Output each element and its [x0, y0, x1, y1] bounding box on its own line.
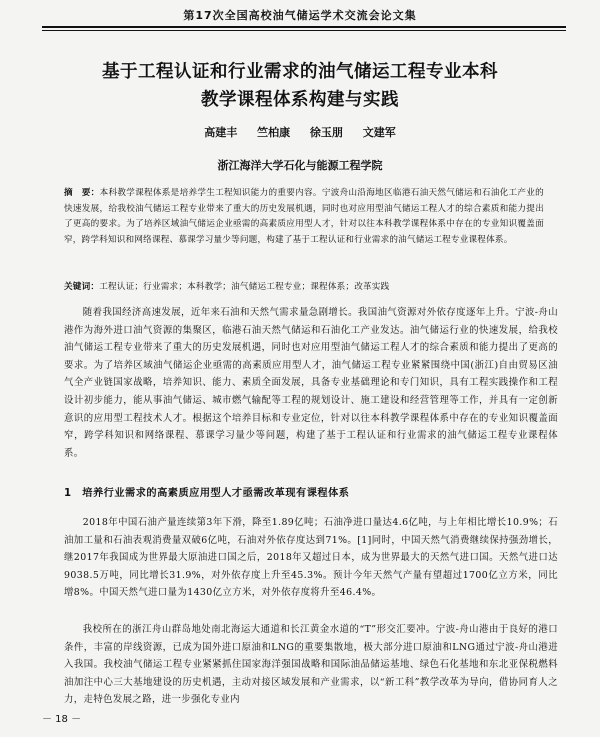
- header-rule-thin: [42, 30, 566, 31]
- keywords-label: 关键词：: [64, 282, 100, 292]
- page-number: － 18 －: [42, 714, 82, 725]
- abstract-text: 本科教学课程体系是培养学生工程知识能力的重要内容。宁波舟山沿海地区临港石油天然气储运和石油化工产业的快速发展，给我校油气储运工程专业带来了重大的历史发展机遇，同时也对应用型油气储运工程人才的综合素质和能力提出了更高的要求。为了培养区域油气储运企业亟需的高素质应用型人才，针对以往本科教学课程体系中存在的专业知识覆盖面窄，跨学科知识和网络课程、慕课学习量少等问题，构建了基于工程认证和行业需求的油气储运工程专业课程体系。: [64, 188, 544, 245]
- author-4: 文建军: [362, 126, 396, 139]
- paper-title: [40, 58, 560, 114]
- intro-paragraph: 随着我国经济高速发展，近年来石油和天然气需求量急剧增长。我国油气资源对外依存度逐年上升。宁波-舟山港作为海外进口油气资源的集聚区，临港石油天然气储运和石油化工产业发达。油气储运行业的快速发展，给我校油气储运工程专业带来了重大的历史发展机遇，同时也对应用型油气储运工程人才的综合素质和能力提出了更高的要求。为了培养区域油气储运企业亟需的高素质应用型人才，油气储运工程专业紧紧围绕中国(浙江)自由贸易区油气全产业链国家战略，培养知识、能力、素质全面发展，具备专业基础理论和专门知识，具有工程实践操作和工程设计初步能力，能从事油气储运、城市燃气输配等工程的规划设计、施工建设和经营管理等工作，并具有一定创新意识的应用型工程技术人才。根据这个培养目标和专业定位，针对以往本科教学课程体系中存在的专业知识覆盖面窄，跨学科知识和网络课程、慕课学习量少等问题，构建了基于工程认证和行业需求的油气储运工程专业课程体系。: [64, 307, 558, 459]
- keywords: [64, 280, 544, 294]
- keywords-text: 工程认证；行业需求；本科教学；油气储运工程专业；课程体系；改革实践: [99, 282, 390, 292]
- author-3: 徐玉朋: [309, 126, 343, 139]
- section-1-paragraph-2: 我校所在的浙江舟山群岛地处南北海运大通道和长江黄金水道的“T”形交汇要冲。宁波-舟山港由于良好的港口条件，丰富的岸线资源，已成为国外进口原油和LNG的重要集散地，极大部分进口原油和LNG通过宁波-舟山港进入我国。我校油气储运工程专业紧紧抓住国家海洋强国战略和国际油品储运基地、绿色石化基地和东北亚保税燃料油加注中心三大基地建设的历史机遇，主动对接区域发展和产业需求，以“新工科”教学改革为导向，借协同育人之力，走特色发展之路，进一步强化专业内: [64, 624, 558, 706]
- section-1-heading: 1 培养行业需求的高素质应用型人才亟需改革现有课程体系: [64, 488, 350, 499]
- author-2: 竺柏康: [257, 126, 291, 139]
- affiliation: 浙江海洋大学石化与能源工程学院: [217, 159, 383, 172]
- title-line-2: 教学课程体系构建与实践: [201, 90, 399, 110]
- title-line-1: 基于工程认证和行业需求的油气储运工程专业本科: [102, 62, 498, 82]
- abstract: [64, 186, 544, 248]
- abstract-label: 摘 要：: [64, 188, 100, 198]
- author-list: [0, 124, 600, 140]
- section-1-paragraph-1: 2018年中国石油产量连续第3年下滑，降至1.89亿吨；石油净进口量达4.6亿吨，与上年相比增长10.9%；石油加工量和石油表观消费量双破6亿吨，石油对外依存度达到71%。[1]同时，中国天然气消费继续保持强劲增长，继2017年我国成为世界最大原油进口国之后，2018年又超过日本，成为世界最大的天然气进口国。天然气进口达9038.5万吨，同比增长31.9%，对外依存度上升至45.3%。预计今年天然气产量有望超过1700亿立方米，同比增8%。中国天然气进口量为1430亿立方米，对外依存度将升至46.4%。: [64, 517, 558, 599]
- running-head: 第17次全国高校油气储运学术交流会论文集: [183, 9, 417, 22]
- header-rule-thick: [42, 26, 566, 28]
- author-1: 高建丰: [204, 126, 238, 139]
